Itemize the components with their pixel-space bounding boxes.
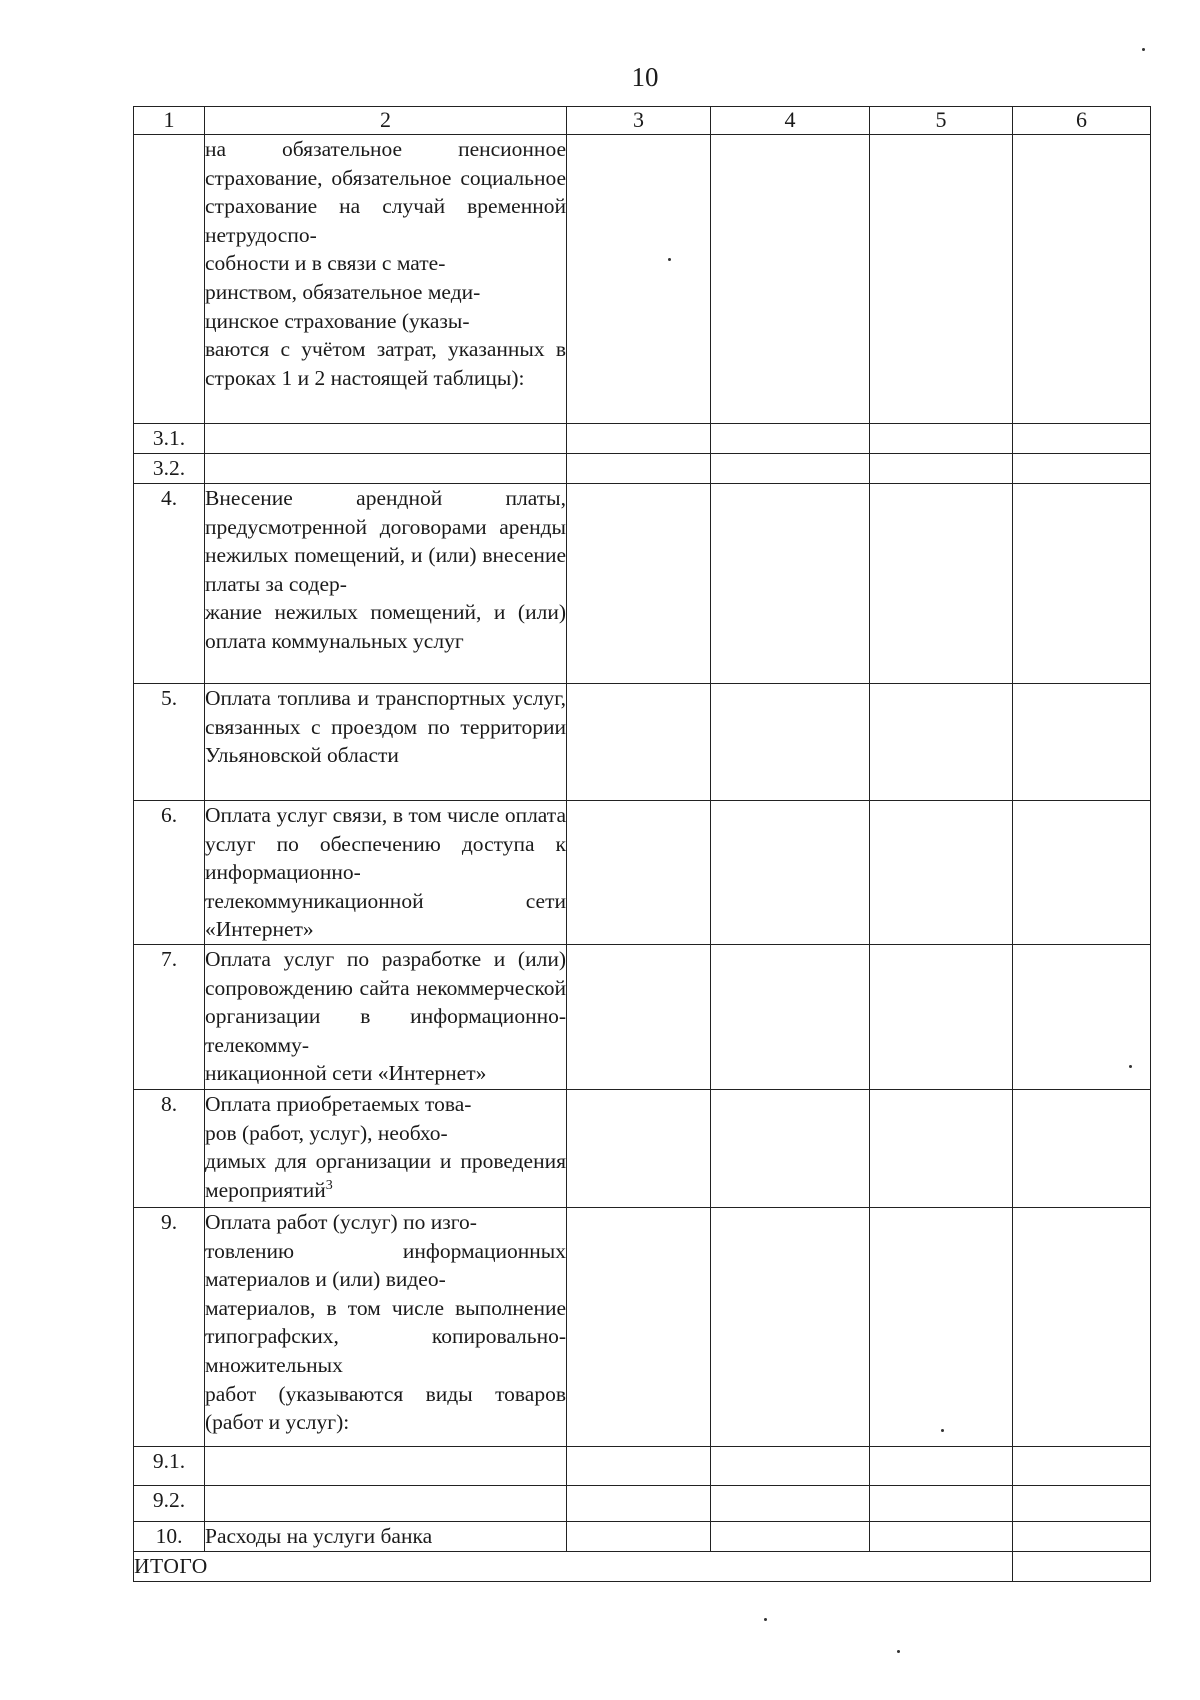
total-row [134, 1551, 1151, 1581]
value-cell [711, 1090, 870, 1208]
column-header-3: 3 [567, 107, 711, 135]
value-cell [567, 1486, 711, 1522]
value-cell [711, 801, 870, 945]
row-description [205, 424, 567, 454]
value-cell [1013, 684, 1151, 801]
value-cell [870, 1486, 1013, 1522]
row-number: 9.2. [134, 1486, 205, 1522]
row-description [205, 1447, 567, 1486]
table-row [134, 424, 1151, 454]
value-cell [870, 1090, 1013, 1208]
table-row [134, 1522, 1151, 1552]
value-cell [567, 1208, 711, 1447]
table-row [134, 1486, 1151, 1522]
value-cell [1013, 1090, 1151, 1208]
value-cell [567, 484, 711, 684]
scan-speck [941, 1429, 944, 1432]
column-header-5: 5 [870, 107, 1013, 135]
row-description: Оплата работ (услуг) по изго- товлению информационных материалов и (или) видео- материалов, в том числе выполнение типографских, копировально-множительных работ (указываются виды товаров (работ и услуг): [205, 1208, 567, 1447]
row-description: Оплата услуг связи, в том числе оплата услуг по обеспечению доступа к информационно- телекоммуникационной сети «Интернет» [205, 801, 567, 945]
value-cell [1013, 454, 1151, 484]
value-cell [870, 484, 1013, 684]
value-cell [711, 484, 870, 684]
value-cell [870, 1447, 1013, 1486]
value-cell [711, 424, 870, 454]
value-cell [711, 1486, 870, 1522]
row-number: 7. [134, 945, 205, 1090]
row-number: 10. [134, 1522, 205, 1552]
row-description: Оплата услуг по разработке и (или) сопровождению сайта некоммерческой организации в информационно-телекомму- никационной сети «Интернет» [205, 945, 567, 1090]
row-description [205, 1486, 567, 1522]
table-row [134, 1447, 1151, 1486]
column-header-6: 6 [1013, 107, 1151, 135]
row-description: Оплата топлива и транспортных услуг, связанных с проездом по территории Ульяновской области [205, 684, 567, 801]
value-cell [711, 1522, 870, 1552]
value-cell [567, 1090, 711, 1208]
row-number: 3.1. [134, 424, 205, 454]
value-cell [711, 684, 870, 801]
column-header-4: 4 [711, 107, 870, 135]
row-description: Внесение арендной платы, предусмотренной договорами аренды нежилых помещений, и (или) внесение платы за содер- жание нежилых помещений, и (или) оплата коммунальных услуг [205, 484, 567, 684]
value-cell [711, 454, 870, 484]
row-description: Расходы на услуги банка [205, 1522, 567, 1552]
scan-speck [897, 1650, 900, 1653]
page-number: 10 [631, 62, 659, 92]
scan-speck [764, 1618, 767, 1621]
row-number: 9.1. [134, 1447, 205, 1486]
row-number: 4. [134, 484, 205, 684]
value-cell [870, 684, 1013, 801]
value-cell [870, 1208, 1013, 1447]
table-row [134, 801, 1151, 945]
row-description [205, 1090, 567, 1208]
scan-speck [1142, 48, 1145, 51]
scan-speck [1129, 1065, 1132, 1068]
table-row [134, 1090, 1151, 1208]
table-row [134, 484, 1151, 684]
value-cell [870, 454, 1013, 484]
row-description: на обязательное пенсионное страхование, обязательное социальное страхование на случай временной нетрудоспо- собности и в связи с мате- ринством, обязательное меди- цинское страхование (указы- ваются с учётом затрат, указанных в строках 1 и 2 настоящей таблицы): [205, 135, 567, 424]
row-number [134, 135, 205, 424]
table-header-row [134, 107, 1151, 135]
value-cell [567, 135, 711, 424]
value-cell [567, 454, 711, 484]
row-number: 8. [134, 1090, 205, 1208]
value-cell [567, 801, 711, 945]
value-cell [567, 684, 711, 801]
table-row [134, 135, 1151, 424]
value-cell [1013, 484, 1151, 684]
value-cell [870, 1522, 1013, 1552]
value-cell [711, 1447, 870, 1486]
value-cell [1013, 1447, 1151, 1486]
total-value-cell [1013, 1551, 1151, 1581]
value-cell [870, 135, 1013, 424]
table-row [134, 1208, 1151, 1447]
value-cell [1013, 1522, 1151, 1552]
value-cell [870, 801, 1013, 945]
footnote-marker: 3 [325, 1177, 333, 1193]
value-cell [711, 1208, 870, 1447]
value-cell [1013, 1486, 1151, 1522]
row-description-text: Оплата приобретаемых това- ров (работ, услуг), необхо- димых для организации и проведения мероприятий [205, 1092, 566, 1202]
value-cell [711, 945, 870, 1090]
value-cell [1013, 135, 1151, 424]
row-description [205, 454, 567, 484]
value-cell [870, 424, 1013, 454]
value-cell [870, 945, 1013, 1090]
table-row [134, 454, 1151, 484]
value-cell [1013, 424, 1151, 454]
row-number: 3.2. [134, 454, 205, 484]
column-header-1: 1 [134, 107, 205, 135]
row-number: 9. [134, 1208, 205, 1447]
value-cell [567, 945, 711, 1090]
value-cell [567, 1447, 711, 1486]
value-cell [711, 135, 870, 424]
table-row [134, 945, 1151, 1090]
value-cell [1013, 1208, 1151, 1447]
expense-table [133, 106, 1151, 1582]
scan-speck [668, 258, 671, 261]
table-row [134, 684, 1151, 801]
value-cell [1013, 801, 1151, 945]
row-number: 6. [134, 801, 205, 945]
value-cell [567, 424, 711, 454]
total-label: ИТОГО [134, 1551, 1013, 1581]
row-number: 5. [134, 684, 205, 801]
value-cell [567, 1522, 711, 1552]
column-header-2: 2 [205, 107, 567, 135]
